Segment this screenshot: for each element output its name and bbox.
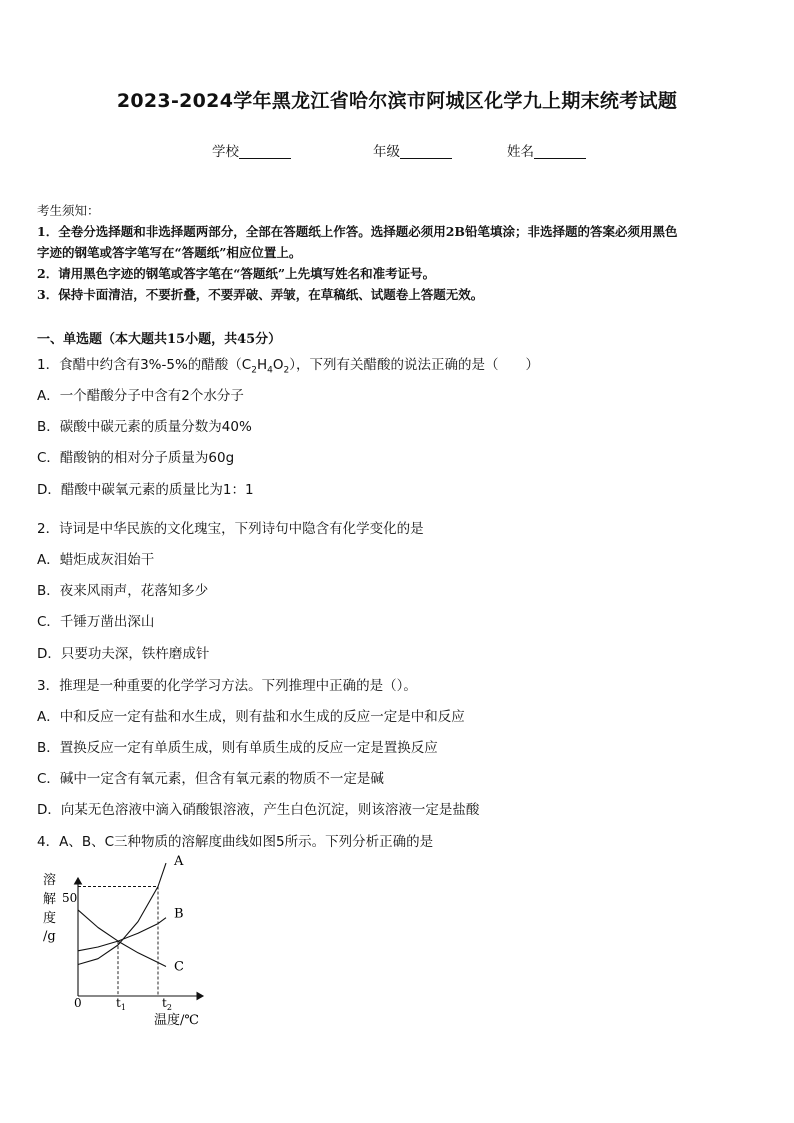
section-heading: 一、单选题（本大题共15小题，共45分） <box>37 332 282 347</box>
series-label-c: C <box>174 959 184 975</box>
y-tick-label: 50 <box>62 891 78 905</box>
x-axis-label: 温度/℃ <box>154 1013 199 1028</box>
school-field <box>212 140 291 160</box>
q1-option-a: A．一个醋酸分子中含有2个水分子 <box>37 388 244 404</box>
name-field <box>507 140 586 160</box>
guide-layer <box>78 887 158 997</box>
notice-item: 2．请用黑色字迹的钢笔或答字笔在“答题纸”上先填写姓名和准考证号。 <box>37 266 436 281</box>
q3-option-d: D．向某无色溶液中滴入硝酸银溶液，产生白色沉淀，则该溶液一定是盐酸 <box>37 802 480 818</box>
grade-field <box>373 140 452 160</box>
q1-stem-part: 1．食醋中约含有3%-5%的醋酸（C <box>37 357 252 373</box>
ylabel-char: 度 <box>43 911 57 926</box>
curve-c <box>78 910 166 967</box>
school-blank <box>239 144 291 159</box>
q2-option-a: A．蜡炬成灰泪始干 <box>37 552 155 568</box>
notice-item: 3．保持卡面清洁，不要折叠，不要弄破、弄皱，在草稿纸、试题卷上答题无效。 <box>37 287 484 302</box>
q3-option-a: A．中和反应一定有盐和水生成，则有盐和水生成的反应一定是中和反应 <box>37 709 465 725</box>
q1-stem-part: O <box>272 357 284 373</box>
q2-option-c: C．千锤万凿出深山 <box>37 614 155 630</box>
solubility-chart <box>38 854 218 1036</box>
ylabel-char: /g <box>43 929 56 944</box>
series-layer <box>78 854 184 974</box>
q1-option-b: B．碳酸中碳元素的质量分数为40% <box>37 419 252 435</box>
q1-stem-part: H <box>256 357 268 373</box>
q1-subscript: 2 <box>251 365 257 376</box>
solubility-chart-svg <box>38 854 218 1036</box>
notice-item: 字迹的钢笔或答字笔写在“答题纸”相应位置上。 <box>37 245 302 260</box>
curve-a <box>78 863 166 964</box>
q1-subscript: 2 <box>283 365 290 376</box>
q1-stem-part: ），下列有关醋酸的说法正确的是（ ） <box>289 357 539 373</box>
origin-label: 0 <box>74 996 82 1010</box>
question-3-stem: 3．推理是一种重要的化学学习方法。下列推理中正确的是（）。 <box>37 678 417 694</box>
grade-label: 年级 <box>373 144 400 160</box>
curve-b <box>78 918 166 951</box>
q1-option-d: D．醋酸中碳氧元素的质量比为1：1 <box>37 482 254 498</box>
notice-block <box>37 200 759 305</box>
x-tick-t1: $t_1$ <box>116 996 126 1012</box>
name-label: 姓名 <box>507 144 534 160</box>
notice-item: 1．全卷分选择题和非选择题两部分，全部在答题纸上作答。选择题必须用2B铅笔填涂；非选择题的答案必须用黑色 <box>37 224 678 239</box>
question-4-stem: 4．A、B、C三种物质的溶解度曲线如图5所示。下列分析正确的是 <box>37 834 434 850</box>
question-2-stem: 2．诗词是中华民族的文化瑰宝，下列诗句中隐含有化学变化的是 <box>37 521 424 537</box>
ylabel-char: 解 <box>43 892 57 907</box>
series-label-a: A <box>174 854 184 870</box>
page-title: 2023-2024学年黑龙江省哈尔滨市阿城区化学九上期末统考试题 <box>116 90 678 112</box>
notice-head: 考生须知： <box>37 203 100 218</box>
school-label: 学校 <box>212 144 239 160</box>
name-blank <box>534 144 586 159</box>
ylabel-char: 溶 <box>43 873 57 888</box>
x-tick-t2: $t_2$ <box>162 996 172 1012</box>
grade-blank <box>400 144 452 159</box>
q3-option-b: B．置换反应一定有单质生成，则有单质生成的反应一定是置换反应 <box>37 740 438 756</box>
q2-option-b: B．夜来风雨声，花落知多少 <box>37 583 209 599</box>
question-1-stem <box>37 353 539 376</box>
series-label-b: B <box>174 906 184 922</box>
q3-option-c: C．碱中一定含有氧元素，但含有氧元素的物质不一定是碱 <box>37 771 384 787</box>
q1-subscript: 4 <box>267 365 273 376</box>
q1-option-c: C．醋酸钠的相对分子质量为60g <box>37 450 235 466</box>
q2-option-d: D．只要功夫深，铁杵磨成针 <box>37 646 210 662</box>
